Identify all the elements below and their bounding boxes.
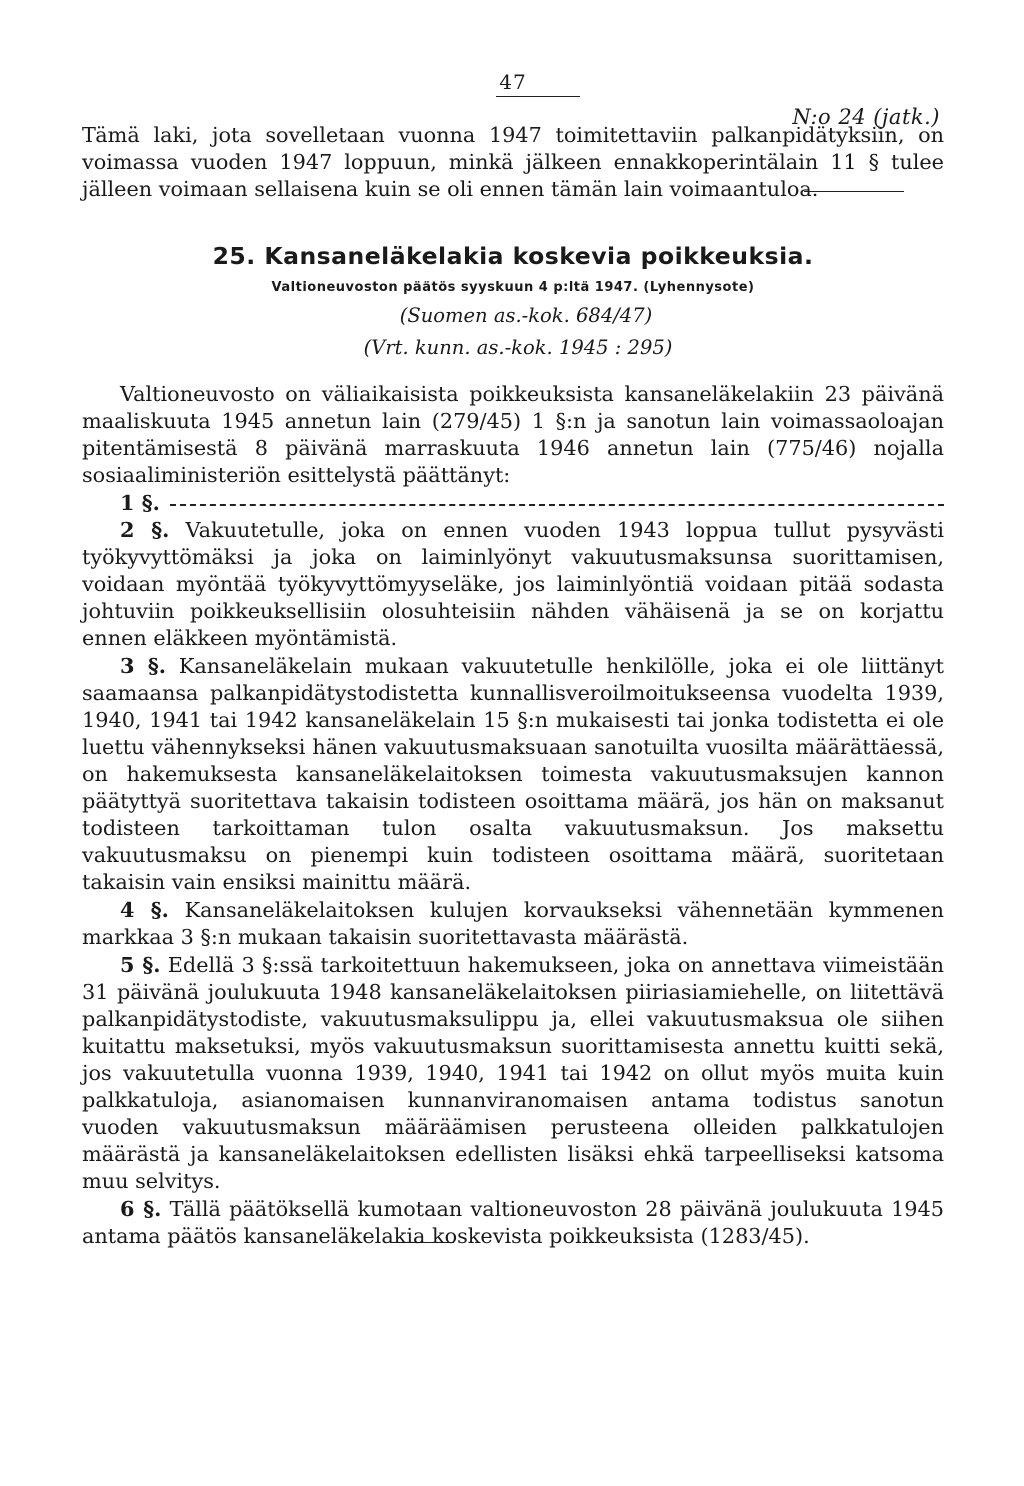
paragraph-text: Edellä 3 §:ssä tarkoitettuun hakemukseen, joka on annettava viimeistään 31 päivänä joulukuuta 1948 kansaneläkelaitoksen piiriasiamiehelle, on liitettävä palkanpidätystodiste, vakuutusmaksulippu ja, ellei vakuutusmaksua ole siihen kuitattu maksetuksi, myös vakuutusmaksun suorittamisesta annettu kuitti sekä, jos vakuutetulla vuonna 1939, 1940, 1941 tai 1942 on ollut myös muita kuin palkkatuloja, asianomaisen kunnanviranomaisen antama todistus sanotun vuoden vakuutusmaksun määräämisen perusteena olleiden palkkatulojen määrästä ja kansaneläkelaitoksen edellisten lisäksi ehkä tarpeelliseksi katsoma muu selvitys. <box>82 953 944 1193</box>
page-number-rule <box>496 96 580 97</box>
paragraph-number: 3 §. <box>120 653 167 678</box>
intro-paragraph: Tämä laki, jota sovelletaan vuonna 1947 toimitettaviin palkanpidätyksiin, on voimassa vuoden 1947 loppuun, minkä jälkeen ennakkoperintälain 11 § tulee jälleen voimaan sellaisena kuin se oli ennen tämän lain voimaantuloa. <box>82 123 944 201</box>
paragraph-number: 2 §. <box>120 517 170 542</box>
paragraph-text: Tällä päätöksellä kumotaan valtioneuvoston 28 päivänä joulukuuta 1945 antama päätös kansaneläkelakia koskevista poikkeuksista (1283/45). <box>82 1197 944 1248</box>
paragraph-text: Vakuutetulle, joka on ennen vuoden 1943 loppua tullut pysyvästi työkyvyttömäksi ja joka on laiminlyönyt vakuutusmaksunsa suorittamisen, voidaan myöntää työkyvyttömyyseläke, jos laiminlyöntiä voidaan pitää sodasta johtuviin poikkeuksellisiin olosuhteisiin nähden vähäisenä ja se on korjattu ennen eläkkeen myöntämistä. <box>82 518 944 650</box>
decision-body <box>82 381 945 1248</box>
paragraph-1 <box>82 489 944 516</box>
reference-statute-book: (Suomen as.-kok. 684/47) <box>399 304 653 327</box>
paragraph-number: 4 §. <box>120 897 169 922</box>
paragraph-number: 6 §. <box>120 1196 162 1221</box>
preamble-paragraph: Valtioneuvosto on väliaikaisista poikkeuksista kansaneläkelakiin 23 päivänä maaliskuuta 1945 annetun lain (279/45) 1 §:n ja sanotun lain voimassaoloajan pitentämisestä 8 päivänä marraskuuta 1946 annetun lain (775/46) nojalla sosiaaliministeriön esittelystä päättänyt: <box>82 382 944 487</box>
end-of-act-rule <box>804 191 904 192</box>
decision-line: Valtioneuvoston päätös syyskuun 4 p:ltä 1947. (Lyhennysote) <box>271 280 755 295</box>
page-number: 47 <box>499 70 527 94</box>
issue-label: N:o 24 (jatk.) <box>792 105 940 129</box>
paragraph-text: Kansaneläkelaitoksen kulujen korvaukseksi vähennetään kymmenen markkaa 3 §:n mukaan takaisin suoritettavasta määrästä. <box>82 898 945 949</box>
section-heading: 25. Kansaneläkelakia koskevia poikkeuksia. <box>212 242 814 270</box>
paragraph-number: 5 §. <box>120 952 161 977</box>
document-page <box>82 60 945 1248</box>
page-header <box>82 60 944 129</box>
paragraph-4 <box>82 896 944 951</box>
paragraph-5 <box>82 951 944 1195</box>
reference-municipal-book: (Vrt. kunn. as.-kok. 1945 : 295) <box>363 336 673 359</box>
paragraph-3 <box>82 652 944 896</box>
paragraph-6 <box>82 1195 944 1250</box>
omission-dashes <box>170 504 944 506</box>
paragraph-text: Kansaneläkelain mukaan vakuutetulle henkilölle, joka ei ole liittänyt saamaansa palkanpidätystodistetta kunnallisveroilmoitukseensa vuodelta 1939, 1940, 1941 tai 1942 kansaneläkelain 15 §:n mukaisesti tai jonka todistetta ei ole luettu vähennykseksi hänen vakuutusmaksuaan sanotuilta vuosilta määrättäessä, on hakemuksesta kansaneläkelaitoksen toimesta vakuutusmaksujen kannon päätyttyä suoritettava takaisin todisteen osoittama määrä, jos hän on maksanut todisteen tarkoittaman tulon osalta vakuutusmaksun. Jos maksettu vakuutusmaksu on pienempi kuin todisteen osoittama määrä, suoritetaan takaisin vain ensiksi mainittu määrä. <box>82 654 944 894</box>
paragraph-number: 1 §. <box>120 490 160 515</box>
paragraph-2 <box>82 516 944 652</box>
